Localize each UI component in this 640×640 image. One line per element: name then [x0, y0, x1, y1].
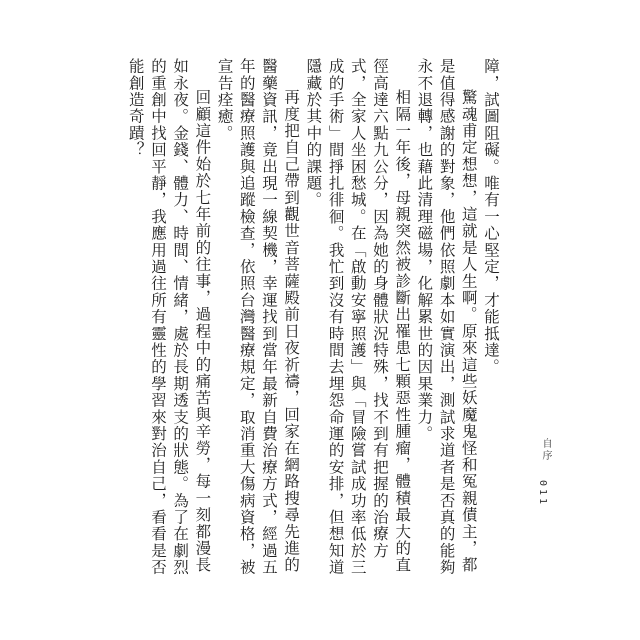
- running-head: 自序: [540, 438, 551, 462]
- page-number: 011: [537, 480, 548, 508]
- paragraph: 驚魂甫定想想，這就是人生啊。原來這些妖魔鬼怪和冤親債主，都是值得感謝的對象，他們依照劇本如實演出，測試求道者是否真的能夠永不退轉，也藉此清理磁場，化解累世的因果業力。: [415, 58, 478, 576]
- body-text: [126, 58, 502, 588]
- paragraph: 相隔一年後，母親突然被診斷出罹患七顆惡性腫瘤，體積最大的直徑高達六點九公分，因為她的身體狀況特殊，找不到有把握的治療方式，全家人坐困愁城。在「啟動安寧照護」與「冒險嘗試成功率低於三成的手術」間掙扎徘徊。我忙到沒有時間去埋怨命運的安排，但想知道隱藏於其中的課題。: [304, 58, 412, 576]
- paragraph: 回顧這件始於七年前的往事，過程中的痛苦與辛勞，每一刻都漫長如永夜。金錢、體力、時間、情緒，處於長期透支的狀態。為了在劇烈的重創中找回平靜，我應用過往所有靈性的學習來對治自己，看看是否能創造奇蹟？: [126, 58, 212, 576]
- paragraph: 障，試圖阻礙。唯有一心堅定，才能抵達。: [482, 58, 500, 376]
- paragraph: 再度把自己帶到觀世音菩薩殿前日夜祈禱，回家在網路搜尋先進的醫藥資訊，竟出現一線契機，幸運找到當年最新自費治療方式，經過五年的醫療照護與追蹤檢查，依照台灣醫療規定，取消重大傷病資格，被宣告痊癒。: [215, 58, 301, 576]
